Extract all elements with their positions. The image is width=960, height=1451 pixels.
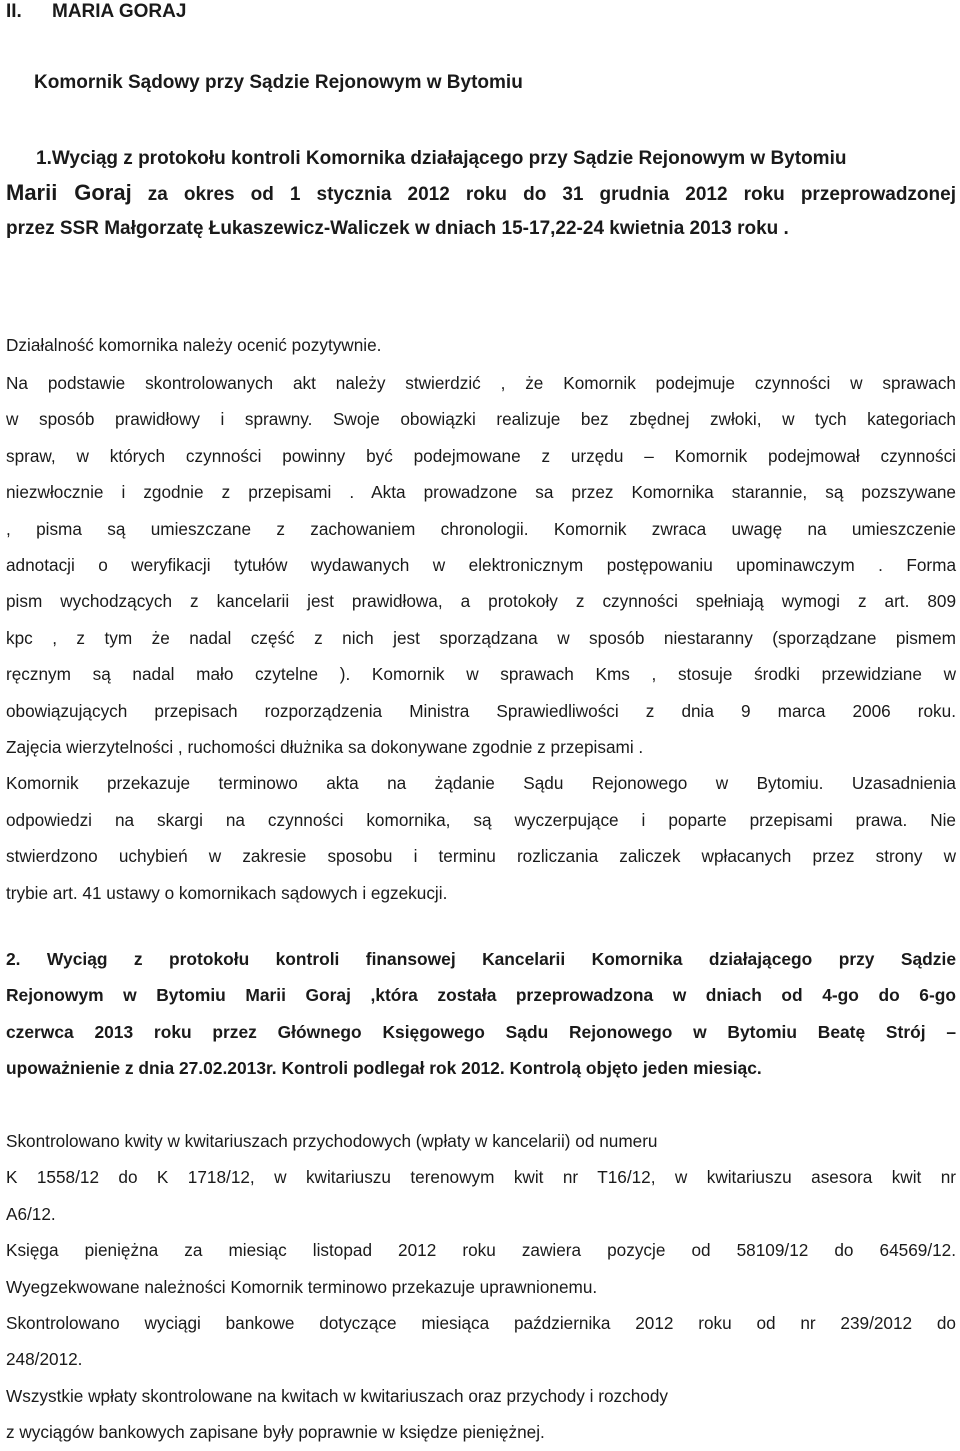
findings-line: , pisma są umieszczane z zachowaniem chronologii. Komornik zwraca uwagę na umieszczenie xyxy=(6,518,956,539)
audit-finding-line: A6/12. xyxy=(6,1203,56,1224)
findings-line: ręcznym są nadal mało czytelne ). Komornik w sprawach Kms , stosuje środki przewidziane w xyxy=(6,664,956,685)
bailiff-subtitle: Komornik Sądowy przy Sądzie Rejonowym w Bytomiu xyxy=(34,72,523,93)
audit-heading-line: czerwca 2013 roku przez Głównego Księgowego Sądu Rejonowego w Bytomiu Beatę Strój – xyxy=(6,1021,956,1042)
findings-line: obowiązujących przepisach rozporządzenia Ministra Sprawiedliwości z dnia 9 marca 2006 roku. xyxy=(6,700,956,721)
findings-line: kpc , z tym że nadal część z nich jest sporządzana w sposób niestaranny (sporządzane pismem xyxy=(6,627,956,648)
findings-line: pism wychodzących z kancelarii jest prawidłowa, a protokoły z czynności spełniają wymogi z art. 809 xyxy=(6,591,956,612)
assessment-text: Działalność komornika należy ocenić pozytywnie. xyxy=(6,335,382,355)
intro-line-1: 1.Wyciąg z protokołu kontroli Komornika działającego przy Sądzie Rejonowym w Bytomiu xyxy=(36,148,847,169)
intro-line-2-rest: za okres od 1 stycznia 2012 roku do 31 grudnia 2012 roku przeprowadzonej xyxy=(131,184,956,205)
findings-line: Komornik przekazuje terminowo akta na żądanie Sądu Rejonowego w Bytomiu. Uzasadnienia xyxy=(6,773,956,794)
audit-finding-line: z wyciągów bankowych zapisane były poprawnie w księdze pieniężnej. xyxy=(6,1422,545,1443)
audit-heading-line: 2. Wyciąg z protokołu kontroli finansowej Kancelarii Komornika działającego przy Sądzie xyxy=(6,949,956,969)
findings-line: Na podstawie skontrolowanych akt należy stwierdzić , że Komornik podejmuje czynności w sprawach xyxy=(6,373,956,393)
section-heading xyxy=(6,0,186,24)
audit-heading-line: Rejonowym w Bytomiu Marii Goraj ,która została przeprowadzona w dniach od 4-go do 6-go xyxy=(6,985,956,1006)
audit-finding-line: 248/2012. xyxy=(6,1349,83,1370)
findings-line: spraw, w których czynności powinny być podejmowane z urzędu – Komornik podejmował czynności xyxy=(6,445,956,466)
audit-finding-line: Wyegzekwowane należności Komornik terminowo przekazuje uprawnionemu. xyxy=(6,1276,598,1297)
findings-line: odpowiedzi na skargi na czynności komornika, są wyczerpujące i poparte przepisami prawa. Nie xyxy=(6,809,956,830)
audit-finding-line: Skontrolowano kwity w kwitariuszach przychodowych (wpłaty w kancelarii) od numeru xyxy=(6,1131,658,1151)
audit-finding-line: Księga pieniężna za miesiąc listopad 2012 roku zawiera pozycje od 58109/12 do 64569/12. xyxy=(6,1240,956,1261)
findings-line: adnotacji o weryfikacji tytułów wydawanych w elektronicznym postępowaniu upominawczym . Forma xyxy=(6,555,956,576)
financial-audit-findings xyxy=(6,1123,956,1451)
audit-finding-line: Wszystkie wpłaty skontrolowane na kwitach w kwitariuszach oraz przychody i rozchody xyxy=(6,1385,668,1406)
audit-finding-line: K 1558/12 do K 1718/12, w kwitariuszu terenowym kwit nr T16/12, w kwitariuszu asesora kwit nr xyxy=(6,1167,956,1188)
findings-line: Zajęcia wierzytelności , ruchomości dłużnika sa dokonywane zgodnie z przepisami . xyxy=(6,737,644,758)
findings-line: w sposób prawidłowy i sprawny. Swoje obowiązki realizuje bez zbędnej zwłoki, w tych kategoriach xyxy=(6,409,956,430)
audit-finding-line: Skontrolowano wyciągi bankowe dotyczące miesiąca października 2012 roku od nr 239/2012 do xyxy=(6,1313,956,1334)
financial-audit-heading xyxy=(6,941,956,1087)
findings-line: stwierdzono uchybień w zakresie sposobu i terminu rozliczania zaliczek wpłacanych przez strony w xyxy=(6,846,956,867)
findings-line: niezwłocznie i zgodnie z przepisami . Akta prowadzone sa przez Komornika starannie, są pozszywane xyxy=(6,482,956,503)
bailiff-name: MARIA GORAJ xyxy=(52,1,187,22)
audit-heading-line: upoważnienie z dnia 27.02.2013r. Kontroli podlegał rok 2012. Kontrolą objęto jeden miesiąc. xyxy=(6,1058,762,1079)
intro-line-3: przez SSR Małgorzatę Łukaszewicz-Waliczek w dniach 15-17,22-24 kwietnia 2013 roku . xyxy=(6,218,789,239)
intro-line-2 xyxy=(6,176,956,212)
section-number: II. xyxy=(6,1,22,22)
intro-name-large: Marii Goraj xyxy=(6,180,132,205)
protocol-intro xyxy=(6,142,956,246)
inspection-findings xyxy=(6,365,956,911)
findings-line: trybie art. 41 ustawy o komornikach sądowych i egzekucji. xyxy=(6,882,448,903)
